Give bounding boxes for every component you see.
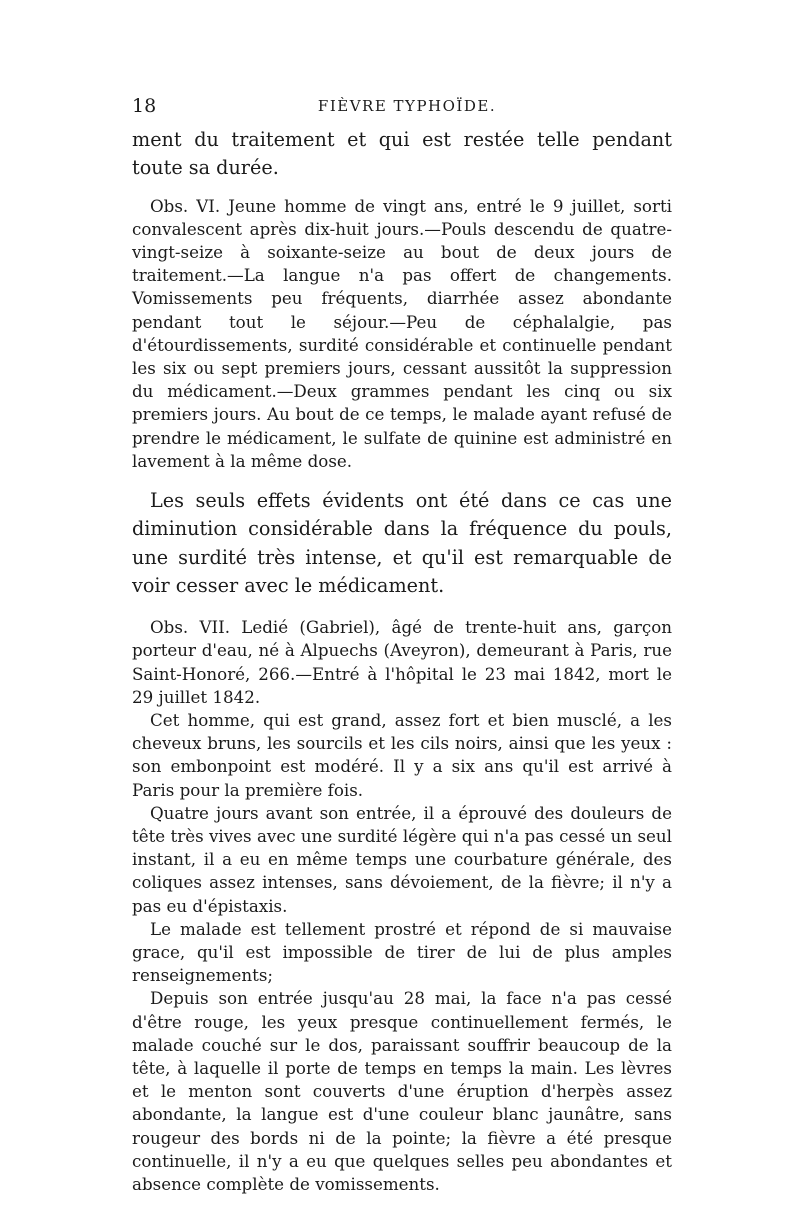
paragraph-course: Depuis son entrée jusqu'au 28 mai, la face n'a pas cessé d'être rouge, les yeux presque continuellement fermés, le malade couché sur le dos, paraissant souffrir beaucoup de la tête, à laquelle il porte de temps en temps la main. Les lèvres et le menton sont couverts d'une éruption d'herpès assez abondante, la langue est d'une couleur blanc jaunâtre, sans rougeur des bords ni de la pointe; la fièvre a été presque continuelle, il n'y a eu que quelques selles peu abondantes et absence complète de vomissements.: [132, 988, 672, 1195]
observation-vi: Obs. VI. Jeune homme de vingt ans, entré le 9 juillet, sorti convalescent après dix-huit jours.—Pouls descendu de quatre-vingt-seize à soixante-seize au bout de deux jours de traitement.—La langue n'a pas offert de changements. Vomissements peu fréquents, diarrhée assez abondante pendant tout le séjour.—Peu de céphalalgie, pas d'étourdissements, surdité considérable et continuelle pendant les six ou sept premiers jours, cessant aussitôt la suppression du médicament.—Deux grammes pendant les cinq ou six premiers jours. Au bout de ce temps, le malade ayant refusé de prendre le médicament, le sulfate de quinine est administré en lavement à la même dose.: [132, 195, 672, 471]
paragraph-commentary: Les seuls effets évidents ont été dans ce cas une diminution considérable dans la fréquence du pouls, une surdité très intense, et qu'il est remarquable de voir cesser avec le médicament.: [132, 489, 672, 597]
page-number: 18: [132, 95, 157, 117]
page-body: [132, 126, 672, 1196]
paragraph-prostration: Le malade est tellement prostré et répond de si mauvaise grace, qu'il est impossible de tirer de lui de plus amples renseignements;: [132, 918, 672, 986]
observation-vii: Obs. VII. Ledié (Gabriel), âgé de trente-huit ans, garçon porteur d'eau, né à Alpuechs (Aveyron), demeurant à Paris, rue Saint-Honoré, 266.—Entré à l'hôpital le 23 mai 1842, mort le 29 juillet 1842.: [132, 617, 672, 707]
page-header: [132, 95, 672, 123]
paragraph-continuation: ment du traitement et qui est restée telle pendant toute sa durée.: [132, 128, 672, 180]
running-title: FIÈVRE TYPHOÏDE.: [317, 97, 497, 115]
paragraph-onset: Quatre jours avant son entrée, il a éprouvé des douleurs de tête très vives avec une surdité légère qui n'a pas cessé un seul instant, il a eu en même temps une courbature générale, des coliques assez intenses, sans dévoiement, de la fièvre; il n'y a pas eu d'épistaxis.: [132, 802, 672, 916]
paragraph-patient-description: Cet homme, qui est grand, assez fort et bien musclé, a les cheveux bruns, les sourcils et les cils noirs, ainsi que les yeux : son embonpoint est modéré. Il y a six ans qu'il est arrivé à Paris pour la première fois.: [132, 710, 672, 800]
